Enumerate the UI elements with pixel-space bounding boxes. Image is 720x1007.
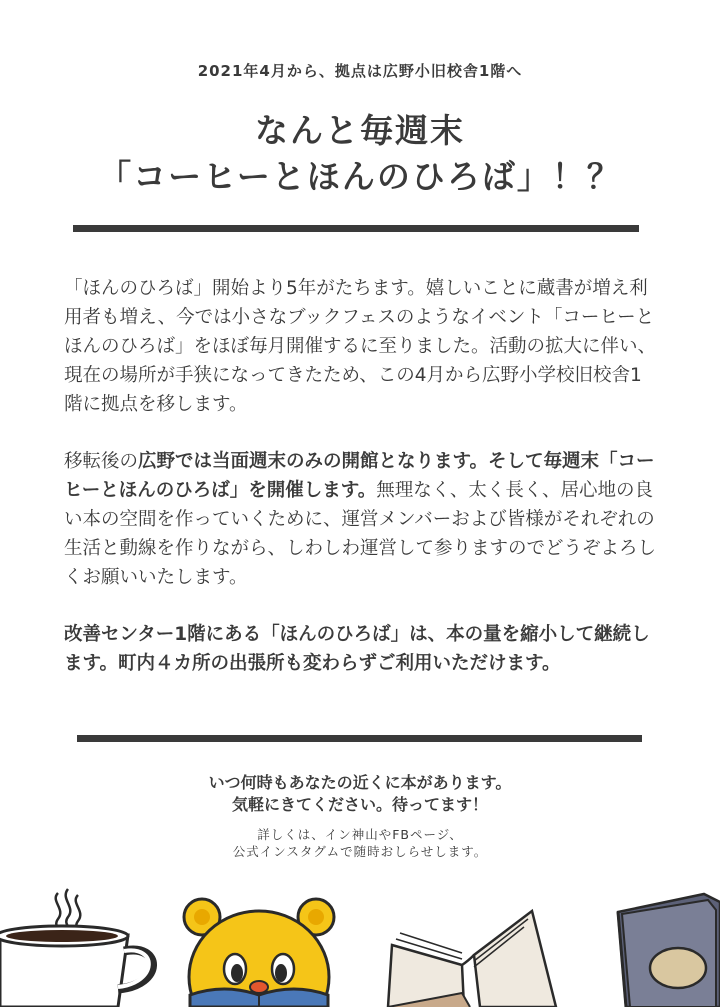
kicker-text: 2021年4月から、拠点は広野小旧校舎1階へ [197, 62, 523, 80]
closing-message [0, 772, 720, 816]
paragraph-3 [64, 620, 660, 678]
closing-line-2: 気軽にきてください。待ってます！ [231, 795, 488, 814]
top-divider [73, 225, 639, 232]
paragraph-2-bold: 広野では当面週末のみの開館となります。そして毎週末「コーヒーとほんのひろば」を開催します。 [64, 451, 655, 501]
paragraph-1: 「ほんのひろば」開始より5年がたちます。嬉しいことに蔵書が増え利用者も増え、今では小さなブックフェスのようなイベント「コーヒーとほんのひろば」をほぼ毎月開催するに至りました。活動の拡大に伴い、現在の場所が手狭になってきたため、この4月から広野小学校旧校舎1階に拠点を移します。 [64, 278, 657, 415]
details-line-1: 詳しくは、イン神山やFBページ、 [257, 827, 463, 842]
standing-book-icon [612, 890, 720, 1007]
body-text [64, 274, 660, 706]
open-book-icon [382, 905, 562, 1007]
paragraph-3-bold: 改善センター1階にある「ほんのひろば」は、本の量を縮小して継続します。町内４カ所の出張所も変わらずご利用いただけます。 [64, 624, 650, 674]
closing-line-1: いつ何時もあなたの近くに本があります。 [208, 773, 512, 792]
headline-line-2: 「コーヒーとほんのひろば」！？ [98, 157, 622, 196]
bear-reading-icon [178, 895, 340, 1007]
details-line-2: 公式インスタグムで随時おしらせします。 [232, 844, 488, 859]
headline [0, 108, 720, 200]
paragraph-2-lead: 移転後の [64, 451, 139, 472]
details-note [0, 826, 720, 860]
coffee-cup-icon [0, 885, 160, 1007]
paragraph-2-rest: 無理なく、太く長く、居心地の良い本の空間を作っていくために、運営メンバーおよび皆様がそれぞれの生活と動線を作りながら、しわしわ運営して参りますのでどうぞよろしくお願いいたします。 [64, 480, 657, 588]
headline-line-1: なんと毎週末 [255, 111, 465, 150]
paragraph-2 [64, 447, 660, 592]
bottom-divider [77, 735, 642, 742]
